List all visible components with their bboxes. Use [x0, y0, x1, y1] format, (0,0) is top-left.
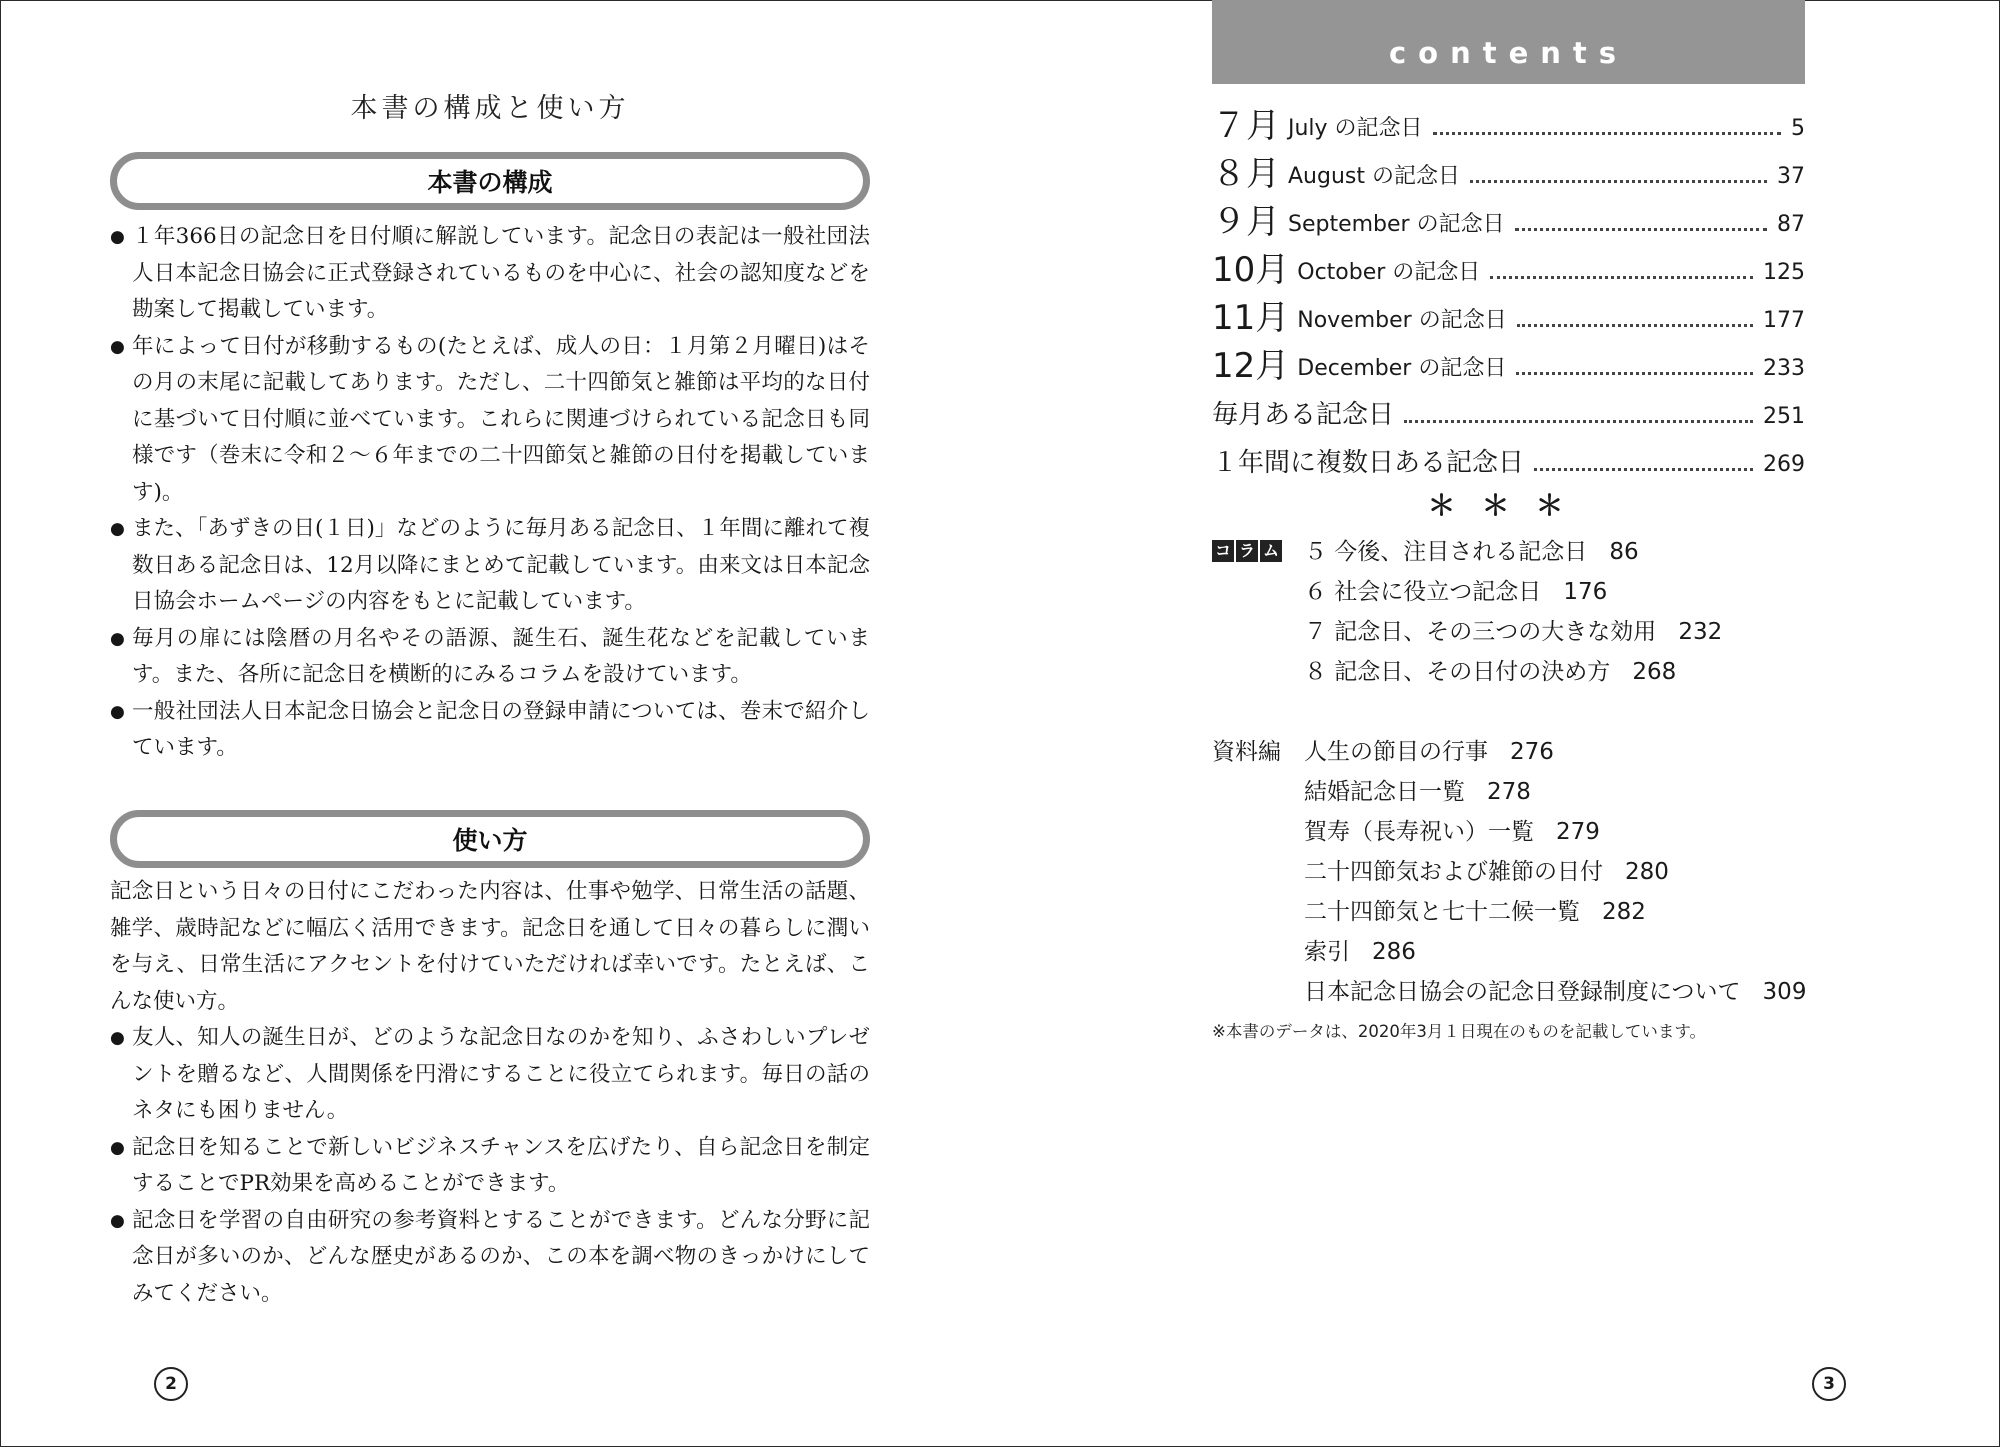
toc-page: 177 [1763, 308, 1805, 333]
bullet-item: ● 記念日を知ることで新しいビジネスチャンスを広げたり、自ら記念日を制定することでPR効果を高めることができます。 [110, 1130, 870, 1203]
usage-intro: 記念日という日々の日付にこだわった内容は、仕事や勉学、日常生活の話題、雑学、歳時記などに幅広く活用できます。記念日を通して日々の暮らしに潤いを与え、日常生活にアクセントを付けていただければ幸いです。たとえば、こんな使い方。 [110, 879, 870, 1014]
appendix-list [1304, 732, 1806, 1012]
appendix-page: 278 [1487, 779, 1531, 805]
column-title: ６ 社会に役立つ記念日 [1304, 579, 1542, 605]
toc-month: ７月 [1212, 106, 1280, 146]
toc-month: 10月 [1212, 250, 1290, 290]
page-title: 本書の構成と使い方 [350, 93, 630, 124]
contents-header [1212, 0, 1805, 84]
badge-char: ラ [1236, 540, 1258, 562]
column-item[interactable] [1304, 532, 1722, 572]
toc-page: 233 [1763, 356, 1805, 381]
toc-row[interactable] [1212, 146, 1805, 194]
appendix-page: 280 [1625, 859, 1669, 885]
badge-char: コ [1212, 540, 1234, 562]
toc-page: 269 [1763, 452, 1805, 477]
appendix-title: 人生の節目の行事 [1304, 739, 1488, 765]
toc-row[interactable] [1212, 290, 1805, 338]
toc-label: October の記念日 [1297, 260, 1481, 285]
leader-dots [1517, 324, 1753, 327]
appendix-item[interactable] [1304, 972, 1806, 1012]
toc-page: 87 [1777, 212, 1805, 237]
leader-dots [1534, 468, 1753, 471]
appendix-item[interactable] [1304, 932, 1806, 972]
appendix-title: 賀寿（長寿祝い）一覧 [1304, 819, 1534, 845]
page-number-right: 3 [1812, 1367, 1846, 1401]
appendix-page: 286 [1372, 939, 1416, 965]
section-heading: 使い方 [452, 826, 528, 855]
toc-row[interactable] [1212, 194, 1805, 242]
appendix-item[interactable] [1304, 812, 1806, 852]
bullet-item: ● １年366日の記念日を日付順に解説しています。記念日の表記は一般社団法人日本記念日協会に正式登録されているものを中心に、社会の認知度などを勘案して掲載しています。 [110, 219, 870, 329]
appendix-page: 309 [1762, 979, 1807, 1005]
bullet-item: ● 記念日を学習の自由研究の参考資料とすることができます。どんな分野に記念日が多いのか、どんな歴史があるのか、この本を調べ物のきっかけにしてみてください。 [110, 1203, 870, 1313]
appendix-page: 282 [1602, 899, 1646, 925]
appendix-item[interactable] [1304, 892, 1806, 932]
bullet-item: ● 友人、知人の誕生日が、どのような記念日なのかを知り、ふさわしいプレゼントを贈るなど、人間関係を円滑にすることに役立てられます。毎日の話のネタにも困りません。 [110, 1020, 870, 1130]
leader-dots [1490, 276, 1753, 279]
column-list [1304, 532, 1722, 692]
appendix-item[interactable] [1304, 772, 1806, 812]
usage-text [110, 874, 870, 1312]
leader-dots [1433, 132, 1781, 135]
toc-label: November の記念日 [1297, 308, 1507, 333]
section-header-usage [110, 810, 870, 868]
column-title: ５ 今後、注目される記念日 [1304, 539, 1588, 565]
contents-title: contents [1388, 36, 1629, 70]
section-divider-stars: ＊＊＊ [1427, 489, 1590, 522]
toc-page: 37 [1777, 164, 1805, 189]
toc-page: 5 [1791, 116, 1805, 141]
appendix-title: 索引 [1304, 939, 1350, 965]
appendix-page: 279 [1556, 819, 1600, 845]
appendix-title: 二十四節気および雑節の日付 [1304, 859, 1603, 885]
toc-label: 毎月ある記念日 [1212, 400, 1395, 430]
bullet-item: ● 毎月の扉には陰暦の月名やその語源、誕生石、誕生花などを記載しています。また、各所に記念日を横断的にみるコラムを設けています。 [110, 621, 870, 694]
appendix-title: 日本記念日協会の記念日登録制度について [1304, 979, 1741, 1005]
page-number-left: 2 [154, 1367, 188, 1401]
column-item[interactable] [1304, 612, 1722, 652]
toc-row[interactable] [1212, 434, 1805, 482]
appendix-label: 資料編 [1212, 739, 1281, 765]
footnote: ※本書のデータは、2020年3月１日現在のものを記載しています。 [1212, 1022, 1706, 1041]
appendix-item[interactable] [1304, 852, 1806, 892]
toc-page: 251 [1763, 404, 1805, 429]
column-item[interactable] [1304, 572, 1722, 612]
leader-dots [1470, 180, 1767, 183]
column-badge [1212, 540, 1282, 562]
toc-page: 125 [1763, 260, 1805, 285]
appendix-title: 結婚記念日一覧 [1304, 779, 1465, 805]
toc-label: August の記念日 [1288, 164, 1460, 189]
table-of-contents [1212, 98, 1805, 482]
leader-dots [1404, 420, 1753, 423]
column-title: ７ 記念日、その三つの大きな効用 [1304, 619, 1657, 645]
appendix-title: 二十四節気と七十二候一覧 [1304, 899, 1580, 925]
bullet-item: ● 年によって日付が移動するもの(たとえば、成人の日：１月第２月曜日)はその月の末尾に記載してあります。ただし、二十四節気と雑節は平均的な日付に基づいて日付順に並べています。これらに関連づけられている記念日も同様です（巻末に令和２～６年までの二十四節気と雑節の日付を掲載しています)。 [110, 329, 870, 512]
toc-month: ９月 [1212, 202, 1280, 242]
section-header-structure [110, 152, 870, 210]
section-heading: 本書の構成 [427, 168, 553, 197]
toc-month: 12月 [1212, 346, 1290, 386]
column-page: 232 [1678, 619, 1723, 645]
leader-dots [1516, 372, 1753, 375]
column-item[interactable] [1304, 652, 1722, 692]
bullet-item: ● また、「あずきの日(１日)」などのように毎月ある記念日、１年間に離れて複数日ある記念日は、12月以降にまとめて記載しています。由来文は日本記念日協会ホームページの内容をもとに記載しています。 [110, 511, 870, 621]
toc-label: September の記念日 [1288, 212, 1505, 237]
badge-char: ム [1260, 540, 1282, 562]
toc-row[interactable] [1212, 338, 1805, 386]
appendix-page: 276 [1510, 739, 1554, 765]
toc-label: December の記念日 [1297, 356, 1507, 381]
leader-dots [1515, 228, 1767, 231]
toc-row[interactable] [1212, 386, 1805, 434]
toc-row[interactable] [1212, 242, 1805, 290]
toc-month: 11月 [1212, 298, 1290, 338]
column-page: 176 [1563, 579, 1608, 605]
toc-label: １年間に複数日ある記念日 [1212, 448, 1525, 478]
toc-row[interactable] [1212, 98, 1805, 146]
column-title: ８ 記念日、その日付の決め方 [1304, 659, 1611, 685]
appendix-item[interactable] [1304, 732, 1806, 772]
bullet-item: ● 一般社団法人日本記念日協会と記念日の登録申請については、巻末で紹介しています。 [110, 694, 870, 767]
toc-month: ８月 [1212, 154, 1280, 194]
structure-bullets [110, 219, 870, 767]
column-page: 86 [1609, 539, 1639, 565]
toc-label: July の記念日 [1288, 116, 1423, 141]
column-page: 268 [1632, 659, 1677, 685]
